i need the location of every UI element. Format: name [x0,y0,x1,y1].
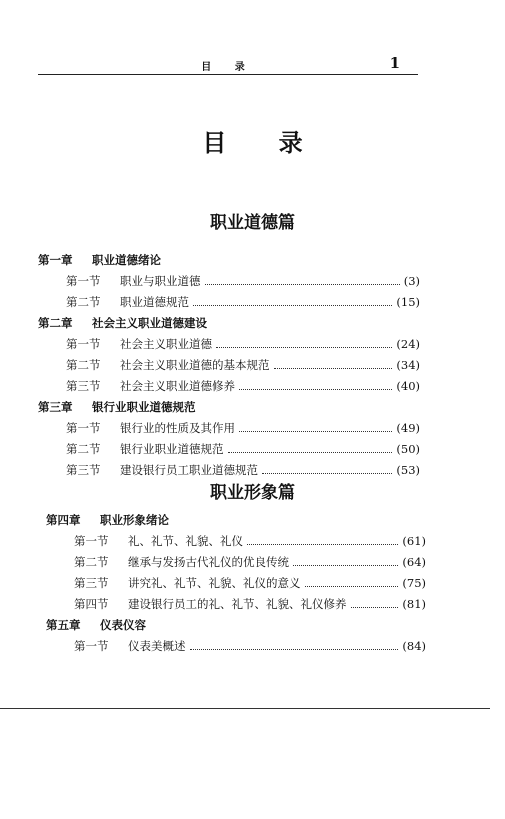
toc-entry[interactable] [0,439,420,460]
chapter-heading [0,250,505,271]
section-page: (61) [402,534,426,548]
dot-leader [239,389,392,390]
dot-leader [193,305,392,306]
toc-entry[interactable] [0,271,420,292]
section-title: 礼、礼节、礼貌、礼仪 [128,534,243,548]
section-title: 仪表美概述 [128,639,186,653]
section-page: (75) [402,576,426,590]
dot-leader [247,544,398,545]
section-number: 第二节 [66,442,101,456]
chapter-number: 第二章 [38,316,73,330]
bottom-rule [0,708,490,709]
toc-entry[interactable] [0,292,420,313]
chapter-title: 社会主义职业道德建设 [92,316,207,330]
chapter-heading [0,615,505,636]
page-number: 1 [389,54,400,72]
dot-leader [305,586,399,587]
section-number: 第三节 [74,576,109,590]
dot-leader [228,452,393,453]
section-page: (84) [402,639,426,653]
part-title: 职业形象篇 [210,483,295,503]
toc-entry[interactable] [0,355,420,376]
part-title: 职业道德篇 [210,213,295,233]
toc-part-2 [0,510,505,657]
section-title: 社会主义职业道德的基本规范 [120,358,270,372]
section-number: 第一节 [66,274,101,288]
section-title: 银行业职业道德规范 [120,442,224,456]
section-number: 第四节 [74,597,109,611]
chapter-title: 职业道德绪论 [92,253,161,267]
section-page: (53) [396,463,420,477]
dot-leader [216,347,392,348]
dot-leader [239,431,392,432]
toc-entry[interactable] [0,636,426,657]
section-number: 第三节 [66,379,101,393]
running-head [38,54,418,75]
section-number: 第一节 [74,639,109,653]
page-title: 目 录 [202,129,325,157]
section-number: 第二节 [66,295,101,309]
section-title: 职业道德规范 [120,295,189,309]
section-number: 第一节 [66,421,101,435]
chapter-heading [0,397,505,418]
toc-entry[interactable] [0,418,420,439]
dot-leader [190,649,399,650]
chapter-heading [0,313,505,334]
chapter-heading [0,510,505,531]
dot-leader [274,368,393,369]
toc-entry[interactable] [0,376,420,397]
section-title: 建设银行员工职业道德规范 [120,463,258,477]
chapter-title: 银行业职业道德规范 [92,400,196,414]
section-number: 第三节 [66,463,101,477]
section-page: (15) [396,295,420,309]
section-title: 职业与职业道德 [120,274,201,288]
chapter-number: 第四章 [46,513,81,527]
section-number: 第一节 [74,534,109,548]
section-number: 第二节 [66,358,101,372]
chapter-number: 第三章 [38,400,73,414]
dot-leader [205,284,400,285]
section-page: (3) [403,274,420,288]
chapter-number: 第一章 [38,253,73,267]
section-page: (81) [402,597,426,611]
section-title: 继承与发扬古代礼仪的优良传统 [128,555,289,569]
dot-leader [293,565,398,566]
section-page: (40) [396,379,420,393]
section-number: 第二节 [74,555,109,569]
section-number: 第一节 [66,337,101,351]
toc-entry[interactable] [0,334,420,355]
chapter-number: 第五章 [46,618,81,632]
chapter-title: 职业形象绪论 [100,513,169,527]
section-page: (50) [396,442,420,456]
dot-leader [351,607,399,608]
section-page: (34) [396,358,420,372]
toc-entry[interactable] [0,552,426,573]
section-title: 社会主义职业道德修养 [120,379,235,393]
section-title: 银行业的性质及其作用 [120,421,235,435]
section-page: (49) [396,421,420,435]
toc-entry[interactable] [0,594,426,615]
running-head-title: 目 录 [201,62,255,73]
section-page: (24) [396,337,420,351]
section-title: 讲究礼、礼节、礼貌、礼仪的意义 [128,576,301,590]
section-page: (64) [402,555,426,569]
toc-entry[interactable] [0,531,426,552]
toc-part-1 [0,250,505,481]
dot-leader [262,473,392,474]
toc-entry[interactable] [0,573,426,594]
section-title: 建设银行员工的礼、礼节、礼貌、礼仪修养 [128,597,347,611]
section-title: 社会主义职业道德 [120,337,212,351]
chapter-title: 仪表仪容 [100,618,146,632]
